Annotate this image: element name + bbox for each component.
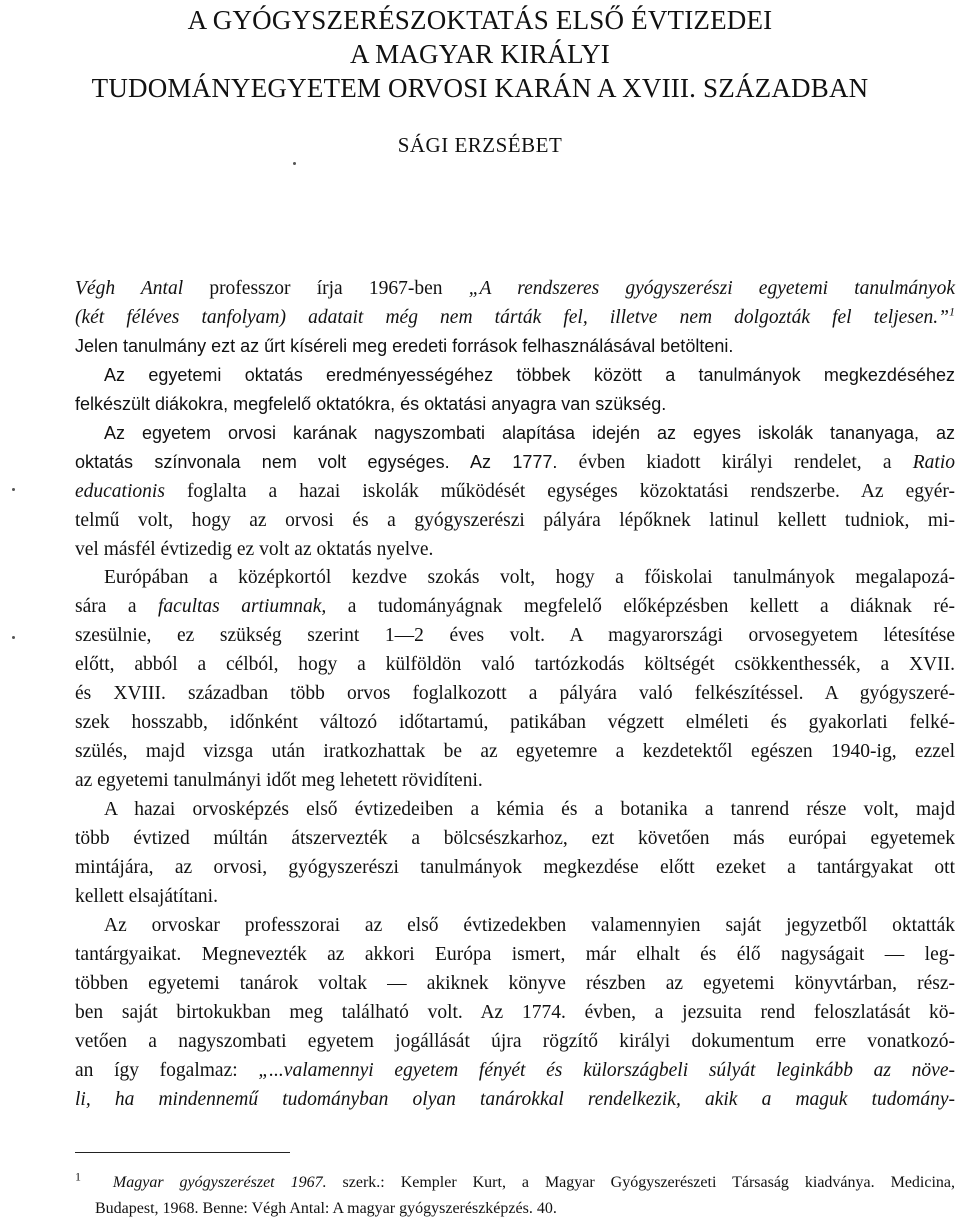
paragraph-line: az egyetemi tanulmányi időt meg lehetett rövidíteni.	[75, 770, 483, 791]
paragraph-line: Az orvoskar professzorai az első évtizedekben valamennyien saját jegyzetből oktatták	[104, 915, 955, 936]
quotation: „...valamennyi egyetem fényét és külországbeli súlyát leginkább az növe-	[258, 1060, 955, 1081]
paragraph-line	[75, 1056, 955, 1085]
text-run: oktatás színvonala nem volt egységes. Az 1777.	[75, 452, 558, 472]
text-run: an így fogalmaz:	[75, 1060, 259, 1081]
paragraph-line: mintájára, az orvosi, gyógyszerészi tanulmányok megkezdése előtt ezeket a tantárgyakat ott	[75, 857, 955, 878]
scan-speck	[12, 488, 15, 491]
italic-term: Ratio	[912, 452, 955, 473]
paragraph-line: szesülnie, ez szükség szerint 1—2 éves volt. A magyarországi orvosegyetem létesítése	[75, 625, 955, 646]
scan-speck	[293, 162, 296, 165]
paragraph-line: szülés, majd vizsga után iratkozhattak be az egyetemre a kezdetektől egészen 1940-ig, ezzel	[75, 741, 955, 762]
italic-term: educationis	[75, 481, 165, 502]
italic-term: facultas artiumnak,	[158, 596, 327, 617]
scan-speck	[12, 636, 15, 639]
text-run: sára a	[75, 596, 158, 617]
article-title	[60, 3, 900, 105]
title-line-3: TUDOMÁNYEGYETEM ORVOSI KARÁN A XVIII. SZÁZADBAN	[91, 73, 869, 103]
paragraph-line	[75, 303, 955, 332]
title-line-2: A MAGYAR KIRÁLYI	[349, 39, 610, 69]
author-name: SÁGI ERZSÉBET	[397, 133, 563, 157]
paragraph-line: kellett elsajátítani.	[75, 886, 218, 907]
paragraph-line	[75, 592, 955, 621]
title-line-1: A GYÓGYSZERÉSZOKTATÁS ELSŐ ÉVTIZEDEI	[187, 5, 773, 35]
footnote-marker[interactable]: 1	[949, 304, 955, 319]
paragraph-line	[75, 448, 955, 477]
paragraph-line	[75, 274, 955, 303]
text-run: szerk.: Kempler Kurt, a Magyar Gyógyszerészeti Társaság kiadványa. Medicina,	[326, 1174, 956, 1191]
text-run: évben kiadott királyi rendelet, a	[557, 452, 913, 473]
paragraph-line: Az egyetem orvosi karának nagyszombati alapítása idején az egyes iskolák tananyaga, az	[104, 423, 955, 443]
paragraph-line: vetően a nagyszombati egyetem jogállását újra rögzítő királyi dokumentum erre vonatkozó-	[75, 1031, 955, 1052]
footnote	[75, 1170, 955, 1222]
paragraph-line: előtt, abból a célból, hogy a külföldön való tartózkodás költségét csökkenthessék, a XVII.	[75, 654, 955, 675]
author-reference: Végh Antal	[75, 278, 184, 299]
quotation: (két féléves tanfolyam) adatait még nem tárták fel, illetve nem dolgozták fel teljesen.”	[75, 307, 949, 328]
paragraph-1	[75, 274, 955, 361]
paragraph-line: Európában a középkortól kezdve szokás volt, hogy a főiskolai tanulmányok megalapozá-	[104, 567, 955, 588]
paragraph-line	[75, 477, 955, 506]
paragraph-line: Jelen tanulmány ezt az űrt kíséreli meg eredeti források felhasználásával betölteni.	[75, 336, 734, 356]
paragraph-line: felkészült diákokra, megfelelő oktatókra, és oktatási anyagra van szükség.	[75, 394, 667, 414]
footnote-divider	[75, 1152, 290, 1153]
paragraph-line: Az egyetemi oktatás eredményességéhez többek között a tanulmányok megkezdéséhez	[104, 365, 955, 385]
text-run: a tudományágnak megfelelő előképzésben kellett a diáknak ré-	[326, 596, 955, 617]
footnote-number: 1	[75, 1169, 81, 1184]
paragraph-line: telmű volt, hogy az orvosi és a gyógyszerészi pályára lépőknek latinul kellett tudniok, mi-	[75, 510, 955, 531]
paragraph-3	[75, 419, 955, 564]
paragraph-line: li, ha mindennemű tudományban olyan tanárokkal rendelkezik, akik a maguk tudomány-	[75, 1089, 955, 1110]
footnote-source-title: Magyar gyógyszerészet 1967.	[112, 1174, 327, 1191]
footnote-line	[75, 1170, 955, 1196]
paragraph-line: szek hosszabb, időnként változó időtartamú, patikában végzett elméleti és gyakorlati felké-	[75, 712, 955, 733]
text-run: professzor írja 1967-ben	[183, 278, 469, 299]
paragraph-line: tantárgyaikat. Megnevezték az akkori Európa ismert, már elhalt és élő nagyságait — leg-	[75, 944, 955, 965]
paragraph-line: és XVIII. században több orvos foglalkozott a pályára való felkészítéssel. A gyógyszeré-	[75, 683, 955, 704]
paragraph-line: ben saját birtokukban meg található volt. Az 1774. évben, a jezsuita rend feloszlatását kö-	[75, 1002, 955, 1023]
paragraph-line: A hazai orvosképzés első évtizedeiben a kémia és a botanika a tanrend része volt, majd	[104, 799, 955, 820]
paragraph-5	[75, 795, 955, 911]
text-run: foglalta a hazai iskolák működését egységes közoktatási rendszerbe. Az egyér-	[164, 481, 955, 502]
paragraph-line: többen egyetemi tanárok voltak — akiknek könyve részben az egyetemi könyvtárban, rész-	[75, 973, 955, 994]
paragraph-4	[75, 563, 955, 795]
paragraph-2	[75, 361, 955, 419]
paragraph-6	[75, 911, 955, 1114]
quotation: „A rendszeres gyógyszerészi egyetemi tanulmányok	[468, 278, 955, 299]
paragraph-line: több évtized múltán átszervezték a bölcsészkarhoz, ezt követően más európai egyetemek	[75, 828, 955, 849]
footnote-line: Budapest, 1968. Benne: Végh Antal: A magyar gyógyszerészképzés. 40.	[95, 1200, 557, 1217]
paragraph-line: vel másfél évtizedig ez volt az oktatás nyelve.	[75, 539, 434, 560]
